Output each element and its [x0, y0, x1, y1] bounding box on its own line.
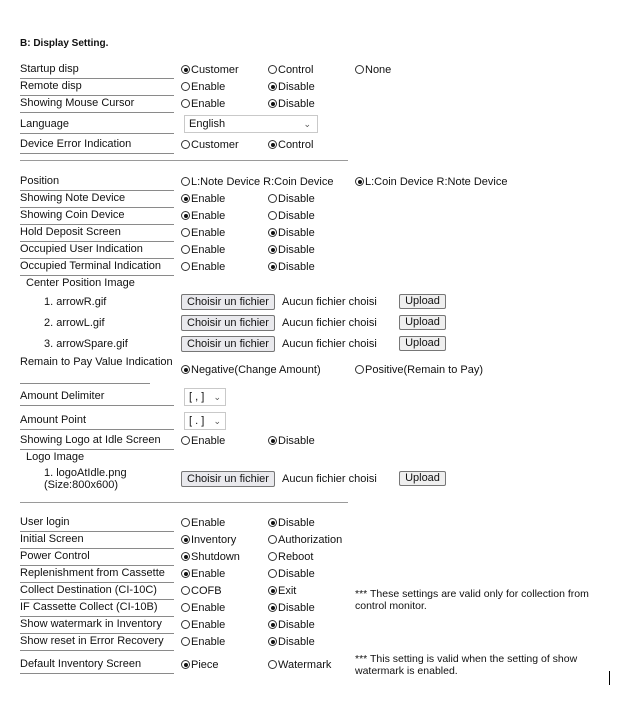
radio-unchecked-icon: [181, 518, 190, 527]
choose-file-button-arrowL[interactable]: Choisir un fichier: [181, 315, 275, 331]
device-error-control-radio[interactable]: Control: [268, 138, 313, 152]
mouse-enable-radio[interactable]: Enable: [181, 97, 225, 111]
amount-delimiter-select[interactable]: [ , ] ⌄: [184, 388, 226, 406]
watermark-note: *** This setting is valid when the setting of show watermark is enabled.: [355, 653, 578, 677]
remote-disp-label: Remote disp: [20, 79, 174, 96]
note-device-enable-radio[interactable]: Enable: [181, 192, 225, 206]
collect-exit-radio[interactable]: Exit: [268, 584, 296, 598]
device-error-customer-radio[interactable]: Customer: [181, 138, 239, 152]
chevron-down-icon: ⌄: [213, 392, 221, 402]
remain-negative-radio[interactable]: Negative(Change Amount): [181, 363, 321, 377]
file-status: Aucun fichier choisi: [282, 338, 377, 350]
radio-checked-icon: [268, 586, 277, 595]
upload-button-arrowSpare[interactable]: Upload: [399, 336, 446, 351]
replenishment-label: Replenishment from Cassette: [20, 566, 174, 583]
if-cassette-disable-radio[interactable]: Disable: [268, 601, 315, 615]
choose-file-button-logo[interactable]: Choisir un fichier: [181, 471, 275, 487]
radio-checked-icon: [268, 637, 277, 646]
hold-deposit-disable-radio[interactable]: Disable: [268, 226, 315, 240]
radio-checked-icon: [181, 569, 190, 578]
file-status: Aucun fichier choisi: [282, 317, 377, 329]
file-name-arrowR: 1. arrowR.gif: [44, 296, 107, 308]
radio-unchecked-icon: [268, 211, 277, 220]
section-title: B: Display Setting.: [20, 38, 109, 49]
radio-checked-icon: [268, 436, 277, 445]
radio-unchecked-icon: [268, 65, 277, 74]
file-name-arrowSpare: 3. arrowSpare.gif: [44, 338, 128, 350]
replenishment-enable-radio[interactable]: Enable: [181, 567, 225, 581]
occupied-user-label: Occupied User Indication: [20, 242, 174, 259]
coin-device-label: Showing Coin Device: [20, 208, 174, 225]
radio-unchecked-icon: [181, 82, 190, 91]
chevron-down-icon: ⌄: [303, 119, 311, 129]
radio-unchecked-icon: [181, 245, 190, 254]
occupied-terminal-enable-radio[interactable]: Enable: [181, 260, 225, 274]
upload-button-logo[interactable]: Upload: [399, 471, 446, 486]
radio-unchecked-icon: [181, 603, 190, 612]
power-reboot-radio[interactable]: Reboot: [268, 550, 313, 564]
radio-unchecked-icon: [355, 65, 364, 74]
coin-device-disable-radio[interactable]: Disable: [268, 209, 315, 223]
text-cursor: [609, 671, 610, 685]
amount-delimiter-label: Amount Delimiter: [20, 389, 174, 406]
initial-inventory-radio[interactable]: Inventory: [181, 533, 236, 547]
radio-unchecked-icon: [268, 535, 277, 544]
startup-control-radio[interactable]: Control: [268, 63, 313, 77]
radio-checked-icon: [181, 194, 190, 203]
user-login-label: User login: [20, 515, 174, 532]
radio-unchecked-icon: [181, 140, 190, 149]
chevron-down-icon: ⌄: [213, 416, 221, 426]
note-device-disable-radio[interactable]: Disable: [268, 192, 315, 206]
occupied-terminal-disable-radio[interactable]: Disable: [268, 260, 315, 274]
device-error-label: Device Error Indication: [20, 137, 174, 154]
user-login-disable-radio[interactable]: Disable: [268, 516, 315, 530]
radio-checked-icon: [181, 660, 190, 669]
occupied-user-enable-radio[interactable]: Enable: [181, 243, 225, 257]
occupied-user-disable-radio[interactable]: Disable: [268, 243, 315, 257]
mouse-cursor-label: Showing Mouse Cursor: [20, 96, 174, 113]
upload-button-arrowR[interactable]: Upload: [399, 294, 446, 309]
radio-unchecked-icon: [268, 660, 277, 669]
default-inventory-label: Default Inventory Screen: [20, 657, 174, 674]
initial-authorization-radio[interactable]: Authorization: [268, 533, 342, 547]
coin-device-enable-radio[interactable]: Enable: [181, 209, 225, 223]
collection-note: *** These settings are valid only for collection from control monitor.: [355, 588, 589, 612]
remain-positive-radio[interactable]: Positive(Remain to Pay): [355, 363, 483, 377]
collect-cofb-radio[interactable]: COFB: [181, 584, 222, 598]
radio-checked-icon: [181, 535, 190, 544]
radio-checked-icon: [181, 365, 190, 374]
hold-deposit-label: Hold Deposit Screen: [20, 225, 174, 242]
choose-file-button-arrowSpare[interactable]: Choisir un fichier: [181, 336, 275, 352]
language-label: Language: [20, 117, 174, 134]
divider: [20, 502, 348, 503]
radio-unchecked-icon: [181, 586, 190, 595]
replenishment-disable-radio[interactable]: Disable: [268, 567, 315, 581]
choose-file-button-arrowR[interactable]: Choisir un fichier: [181, 294, 275, 310]
radio-checked-icon: [268, 140, 277, 149]
radio-checked-icon: [268, 620, 277, 629]
radio-unchecked-icon: [181, 228, 190, 237]
radio-checked-icon: [268, 99, 277, 108]
file-status: Aucun fichier choisi: [282, 473, 377, 485]
radio-unchecked-icon: [268, 194, 277, 203]
radio-checked-icon: [355, 177, 364, 186]
user-login-enable-radio[interactable]: Enable: [181, 516, 225, 530]
file-status: Aucun fichier choisi: [282, 296, 377, 308]
if-cassette-enable-radio[interactable]: Enable: [181, 601, 225, 615]
occupied-terminal-label: Occupied Terminal Indication: [20, 259, 174, 276]
amount-point-label: Amount Point: [20, 413, 174, 430]
radio-unchecked-icon: [181, 436, 190, 445]
reset-error-label: Show reset in Error Recovery: [20, 634, 174, 651]
default-watermark-radio[interactable]: Watermark: [268, 658, 331, 672]
radio-unchecked-icon: [268, 552, 277, 561]
watermark-inventory-label: Show watermark in Inventory: [20, 617, 174, 634]
radio-checked-icon: [181, 65, 190, 74]
radio-unchecked-icon: [181, 177, 190, 186]
logo-idle-enable-radio[interactable]: Enable: [181, 434, 225, 448]
logo-file-name: 1. logoAtIdle.png (Size:800x600): [44, 467, 127, 491]
logo-idle-disable-radio[interactable]: Disable: [268, 434, 315, 448]
radio-checked-icon: [181, 211, 190, 220]
divider: [20, 160, 348, 161]
logo-idle-label: Showing Logo at Idle Screen: [20, 433, 174, 450]
hold-deposit-enable-radio[interactable]: Enable: [181, 226, 225, 240]
position-coin-note-radio[interactable]: L:Coin Device R:Note Device: [355, 175, 507, 189]
startup-none-radio[interactable]: None: [355, 63, 391, 77]
remain-to-pay-label: Remain to Pay Value Indication: [20, 357, 150, 384]
power-control-label: Power Control: [20, 549, 174, 566]
default-piece-radio[interactable]: Piece: [181, 658, 219, 672]
power-shutdown-radio[interactable]: Shutdown: [181, 550, 240, 564]
watermark-disable-radio[interactable]: Disable: [268, 618, 315, 632]
radio-unchecked-icon: [181, 620, 190, 629]
center-image-heading: Center Position Image: [26, 277, 135, 289]
radio-unchecked-icon: [268, 569, 277, 578]
language-select[interactable]: English ⌄: [184, 115, 318, 133]
radio-checked-icon: [268, 518, 277, 527]
position-label: Position: [20, 174, 174, 191]
radio-checked-icon: [268, 245, 277, 254]
if-cassette-label: IF Cassette Collect (CI-10B): [20, 600, 174, 617]
collect-destination-label: Collect Destination (CI-10C): [20, 583, 174, 600]
radio-checked-icon: [268, 82, 277, 91]
radio-checked-icon: [268, 262, 277, 271]
reset-error-disable-radio[interactable]: Disable: [268, 635, 315, 649]
mouse-disable-radio[interactable]: Disable: [268, 97, 315, 111]
watermark-enable-radio[interactable]: Enable: [181, 618, 225, 632]
upload-button-arrowL[interactable]: Upload: [399, 315, 446, 330]
radio-checked-icon: [268, 603, 277, 612]
file-name-arrowL: 2. arrowL.gif: [44, 317, 105, 329]
startup-disp-label: Startup disp: [20, 62, 174, 79]
radio-checked-icon: [268, 228, 277, 237]
radio-unchecked-icon: [181, 262, 190, 271]
amount-point-select[interactable]: [ . ] ⌄: [184, 412, 226, 430]
logo-image-heading: Logo Image: [26, 451, 85, 463]
note-device-label: Showing Note Device: [20, 191, 174, 208]
radio-unchecked-icon: [355, 365, 364, 374]
startup-customer-radio[interactable]: Customer: [181, 63, 239, 77]
radio-unchecked-icon: [181, 99, 190, 108]
position-note-coin-radio[interactable]: L:Note Device R:Coin Device: [181, 175, 333, 189]
reset-error-enable-radio[interactable]: Enable: [181, 635, 225, 649]
remote-disable-radio[interactable]: Disable: [268, 80, 315, 94]
initial-screen-label: Initial Screen: [20, 532, 174, 549]
radio-unchecked-icon: [181, 637, 190, 646]
remote-enable-radio[interactable]: Enable: [181, 80, 225, 94]
radio-checked-icon: [181, 552, 190, 561]
